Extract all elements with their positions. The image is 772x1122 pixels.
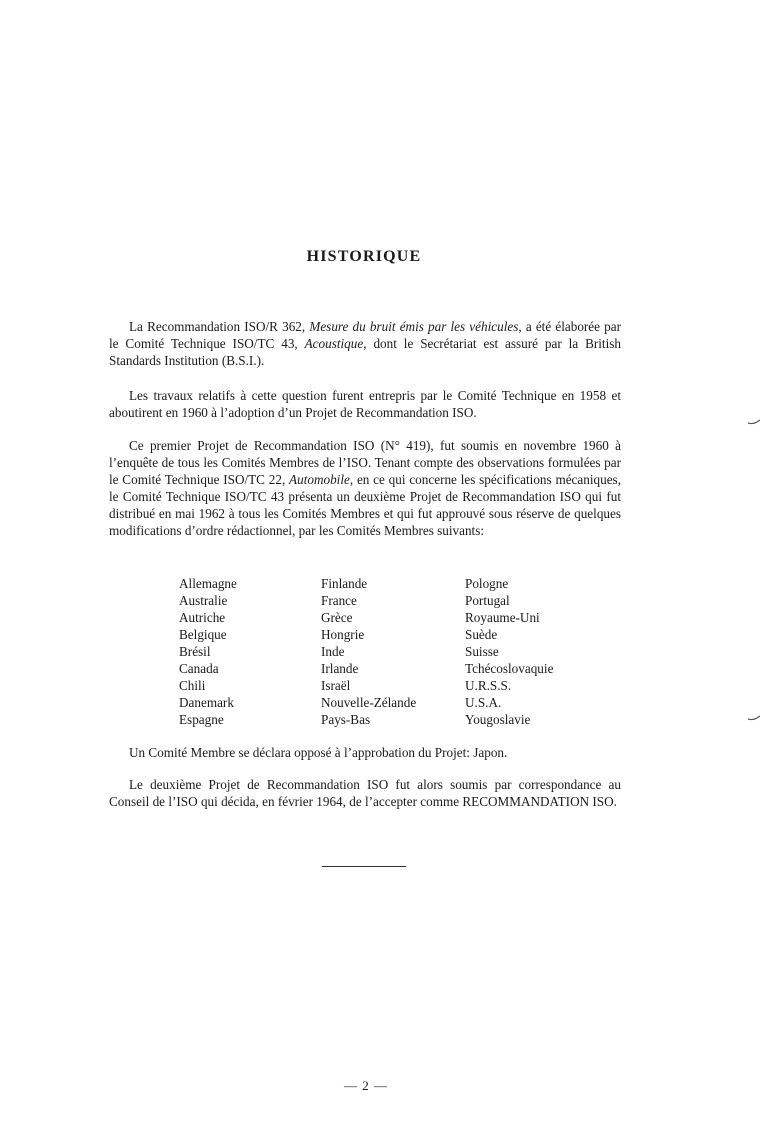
country: Irlande — [321, 661, 359, 676]
countries-column-3 — [465, 575, 553, 728]
country: Finlande — [321, 576, 368, 591]
countries-column-2 — [321, 575, 416, 728]
paragraph-intro — [109, 318, 621, 369]
binding-mark-icon — [748, 419, 760, 425]
country: Portugal — [465, 593, 510, 608]
paragraph-acceptance: Le deuxième Projet de Recommandation ISO fut alors soumis par correspondance au Conseil de l’ISO qui décida, en février 1964, de l’accepter comme RECOMMANDATION ISO. — [109, 777, 621, 809]
country: France — [321, 593, 357, 608]
country: Danemark — [179, 695, 234, 710]
country: Tchécoslovaquie — [465, 661, 554, 676]
country: Nouvelle-Zélande — [321, 695, 417, 710]
paragraph-opposition: Un Comité Membre se déclara opposé à l’approbation du Projet: Japon. — [129, 745, 508, 760]
paragraph-work: Les travaux relatifs à cette question furent entrepris par le Comité Technique en 1958 et aboutirent en 1960 à l’adoption d’un Projet de Recommandation ISO. — [109, 388, 621, 420]
country: Inde — [321, 644, 345, 659]
document-title-italic: Mesure du bruit émis par les véhicules — [309, 319, 519, 334]
country: Australie — [179, 593, 228, 608]
section-divider — [322, 866, 406, 867]
country: Canada — [179, 661, 219, 676]
country: U.R.S.S. — [465, 678, 512, 693]
country: Pologne — [465, 576, 509, 591]
country: Suède — [465, 627, 498, 642]
country: Espagne — [179, 712, 224, 727]
country: Hongrie — [321, 627, 365, 642]
countries-column-1 — [179, 575, 237, 728]
country: Israël — [321, 678, 351, 693]
country: Allemagne — [179, 576, 237, 591]
paragraph-intro-text-e: , dont le Secrétariat est assuré par la British Standards Institution (B.S.I.). — [109, 336, 621, 368]
country: Suisse — [465, 644, 499, 659]
country: U.S.A. — [465, 695, 502, 710]
paragraph-intro-text-c: , a été élaborée par le Comité Technique ISO/TC 43, — [109, 319, 622, 351]
country: Grèce — [321, 610, 353, 625]
page-title: HISTORIQUE — [306, 248, 422, 265]
paragraph-draft — [109, 437, 621, 539]
paragraph-draft-text-a: Ce premier Projet de Recommandation ISO (N° 419), fut soumis en novembre 1960 à l’enquête de tous les Comités Membres de l’ISO. Tenant compte des observations formulées par le Comité Technique ISO/TC 22, — [109, 438, 621, 487]
page-number: — 2 — — [344, 1078, 388, 1093]
country: Autriche — [179, 610, 226, 625]
country: Belgique — [179, 627, 227, 642]
country: Chili — [179, 678, 206, 693]
country: Royaume-Uni — [465, 610, 540, 625]
paragraph-draft-text-c: , en ce qui concerne les spécifications mécaniques, le Comité Technique ISO/TC 43 présenta un deuxième Projet de Recommandation ISO qui fut distribué en mai 1962 à tous les Comités Membres et qui fut approuvé sous réserve de quelques modifications d’ordre rédactionnel, par les Comités Membres suivants: — [109, 472, 621, 538]
automobile-italic: Automobile — [289, 472, 350, 487]
paragraph-intro-text-a: La Recommandation ISO/R 362, — [129, 319, 310, 334]
country: Pays-Bas — [321, 712, 371, 727]
committee-name-italic: Acoustique — [304, 336, 364, 351]
country: Brésil — [179, 644, 211, 659]
country: Yougoslavie — [465, 712, 531, 727]
binding-mark-icon — [748, 715, 760, 721]
